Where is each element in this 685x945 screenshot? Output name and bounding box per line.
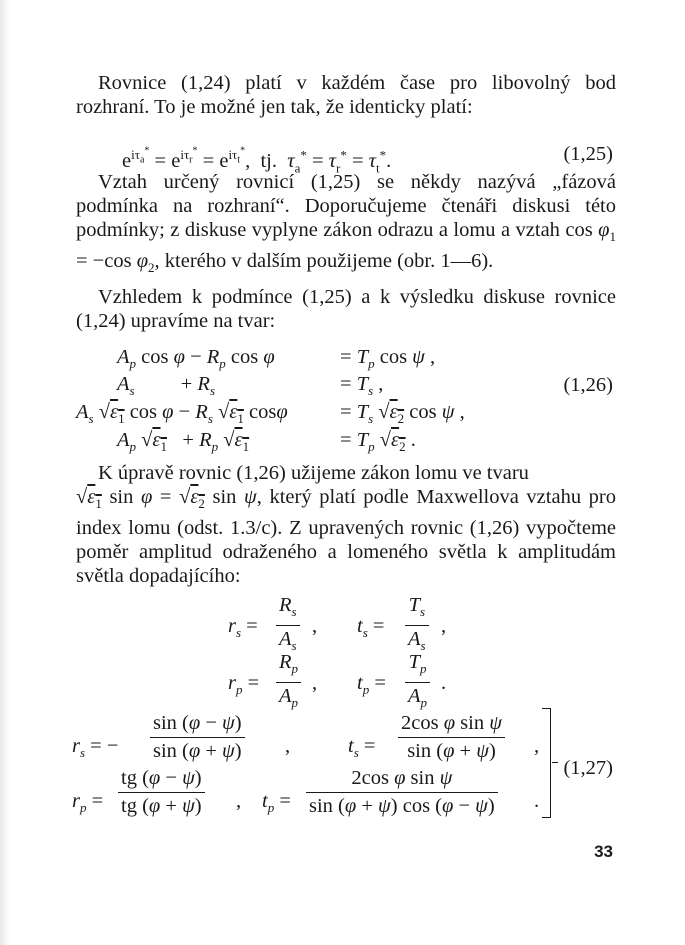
rs-formula: sin (φ − ψ) sin (φ + ψ) <box>150 712 245 763</box>
tp-fraction: $T_p$ $A_p$ <box>405 651 430 714</box>
tp-formula: 2cos φ sin ψ sin (φ + ψ) cos (φ − ψ) <box>306 767 498 818</box>
equation-number-1-27: (1,27) <box>563 757 613 779</box>
eq126-line-4: $A_p$ $√\varepsilon_1 + R_p$ $√\varepsilon_1$ <box>117 429 250 455</box>
paragraph-4: K úpravě rovnic (1,26) užijeme zákon lomu ve tvaru <box>98 462 529 484</box>
paragraph-1 <box>76 71 616 119</box>
equation-number-1-25: (1,25) <box>563 143 613 165</box>
paragraph-2: Vztah určený rovnicí (1,25) se někdy nazývá „fázová podmínka na rozhraní“. Doporučujeme čtenáři diskusi této podmínky; z diskuse vyplyne zákon odrazu a lomu a vztah $\cos \varphi_1 = -\cos$ $\varphi_2$, kterého v dalším použijeme (obr. 1—6). <box>76 171 616 276</box>
ts-formula: 2cos φ sin ψ sin (φ + ψ) <box>398 712 505 763</box>
paragraph-4-cont: $√\varepsilon_1$ $\sin \varphi = √\varepsilon_2$ sin ψ, který platí podle Maxwellova vztahu pro index lomu (odst. 1.3/c). Z upravených rovnic (1,26) vypočteme poměr amplitud odraženého a lomeného světla k amplitudám světla dopadajícího: <box>76 486 617 588</box>
equation-1-25: $e^{i\tau_a^*} = e^{i\tau_r^*} = e^{i\tau_t^*}$, tj. $\tau_a^* = \tau_r^* = \tau_t^*$. <box>122 146 392 176</box>
ts-fraction: $T_s$ $A_s$ <box>405 594 429 657</box>
eq126-line-2: $A_s$ + $R_s$ <box>117 373 215 399</box>
rp-fraction: $R_p$ $A_p$ <box>276 651 301 714</box>
eq126-line-1: $A_p$ $\cos \varphi - R_p$ cos φ <box>117 346 275 372</box>
paragraph-3 <box>76 285 616 333</box>
page-number: 33 <box>594 842 613 861</box>
page-edge <box>0 0 10 945</box>
equation-number-1-26: (1,26) <box>563 374 613 396</box>
p3-text: Vzhledem k podmínce (1,25) a k výsledku diskuse rovnice (1,24) upravíme na tvar: <box>76 286 616 332</box>
p1-text: Rovnice (1,24) platí v každém čase pro libovolný bod rozhraní. To je možné jen tak, že identicky platí: <box>76 72 616 118</box>
rs-fraction: $R_s$ $A_s$ <box>276 594 300 657</box>
right-brace <box>542 708 551 818</box>
eq126-line-3: $A_s$ $√\varepsilon_1$ $\cos \varphi - R_s$ $√\varepsilon_1$ cosφ <box>76 401 288 427</box>
rp-formula: tg (φ − ψ) tg (φ + ψ) <box>118 767 205 818</box>
